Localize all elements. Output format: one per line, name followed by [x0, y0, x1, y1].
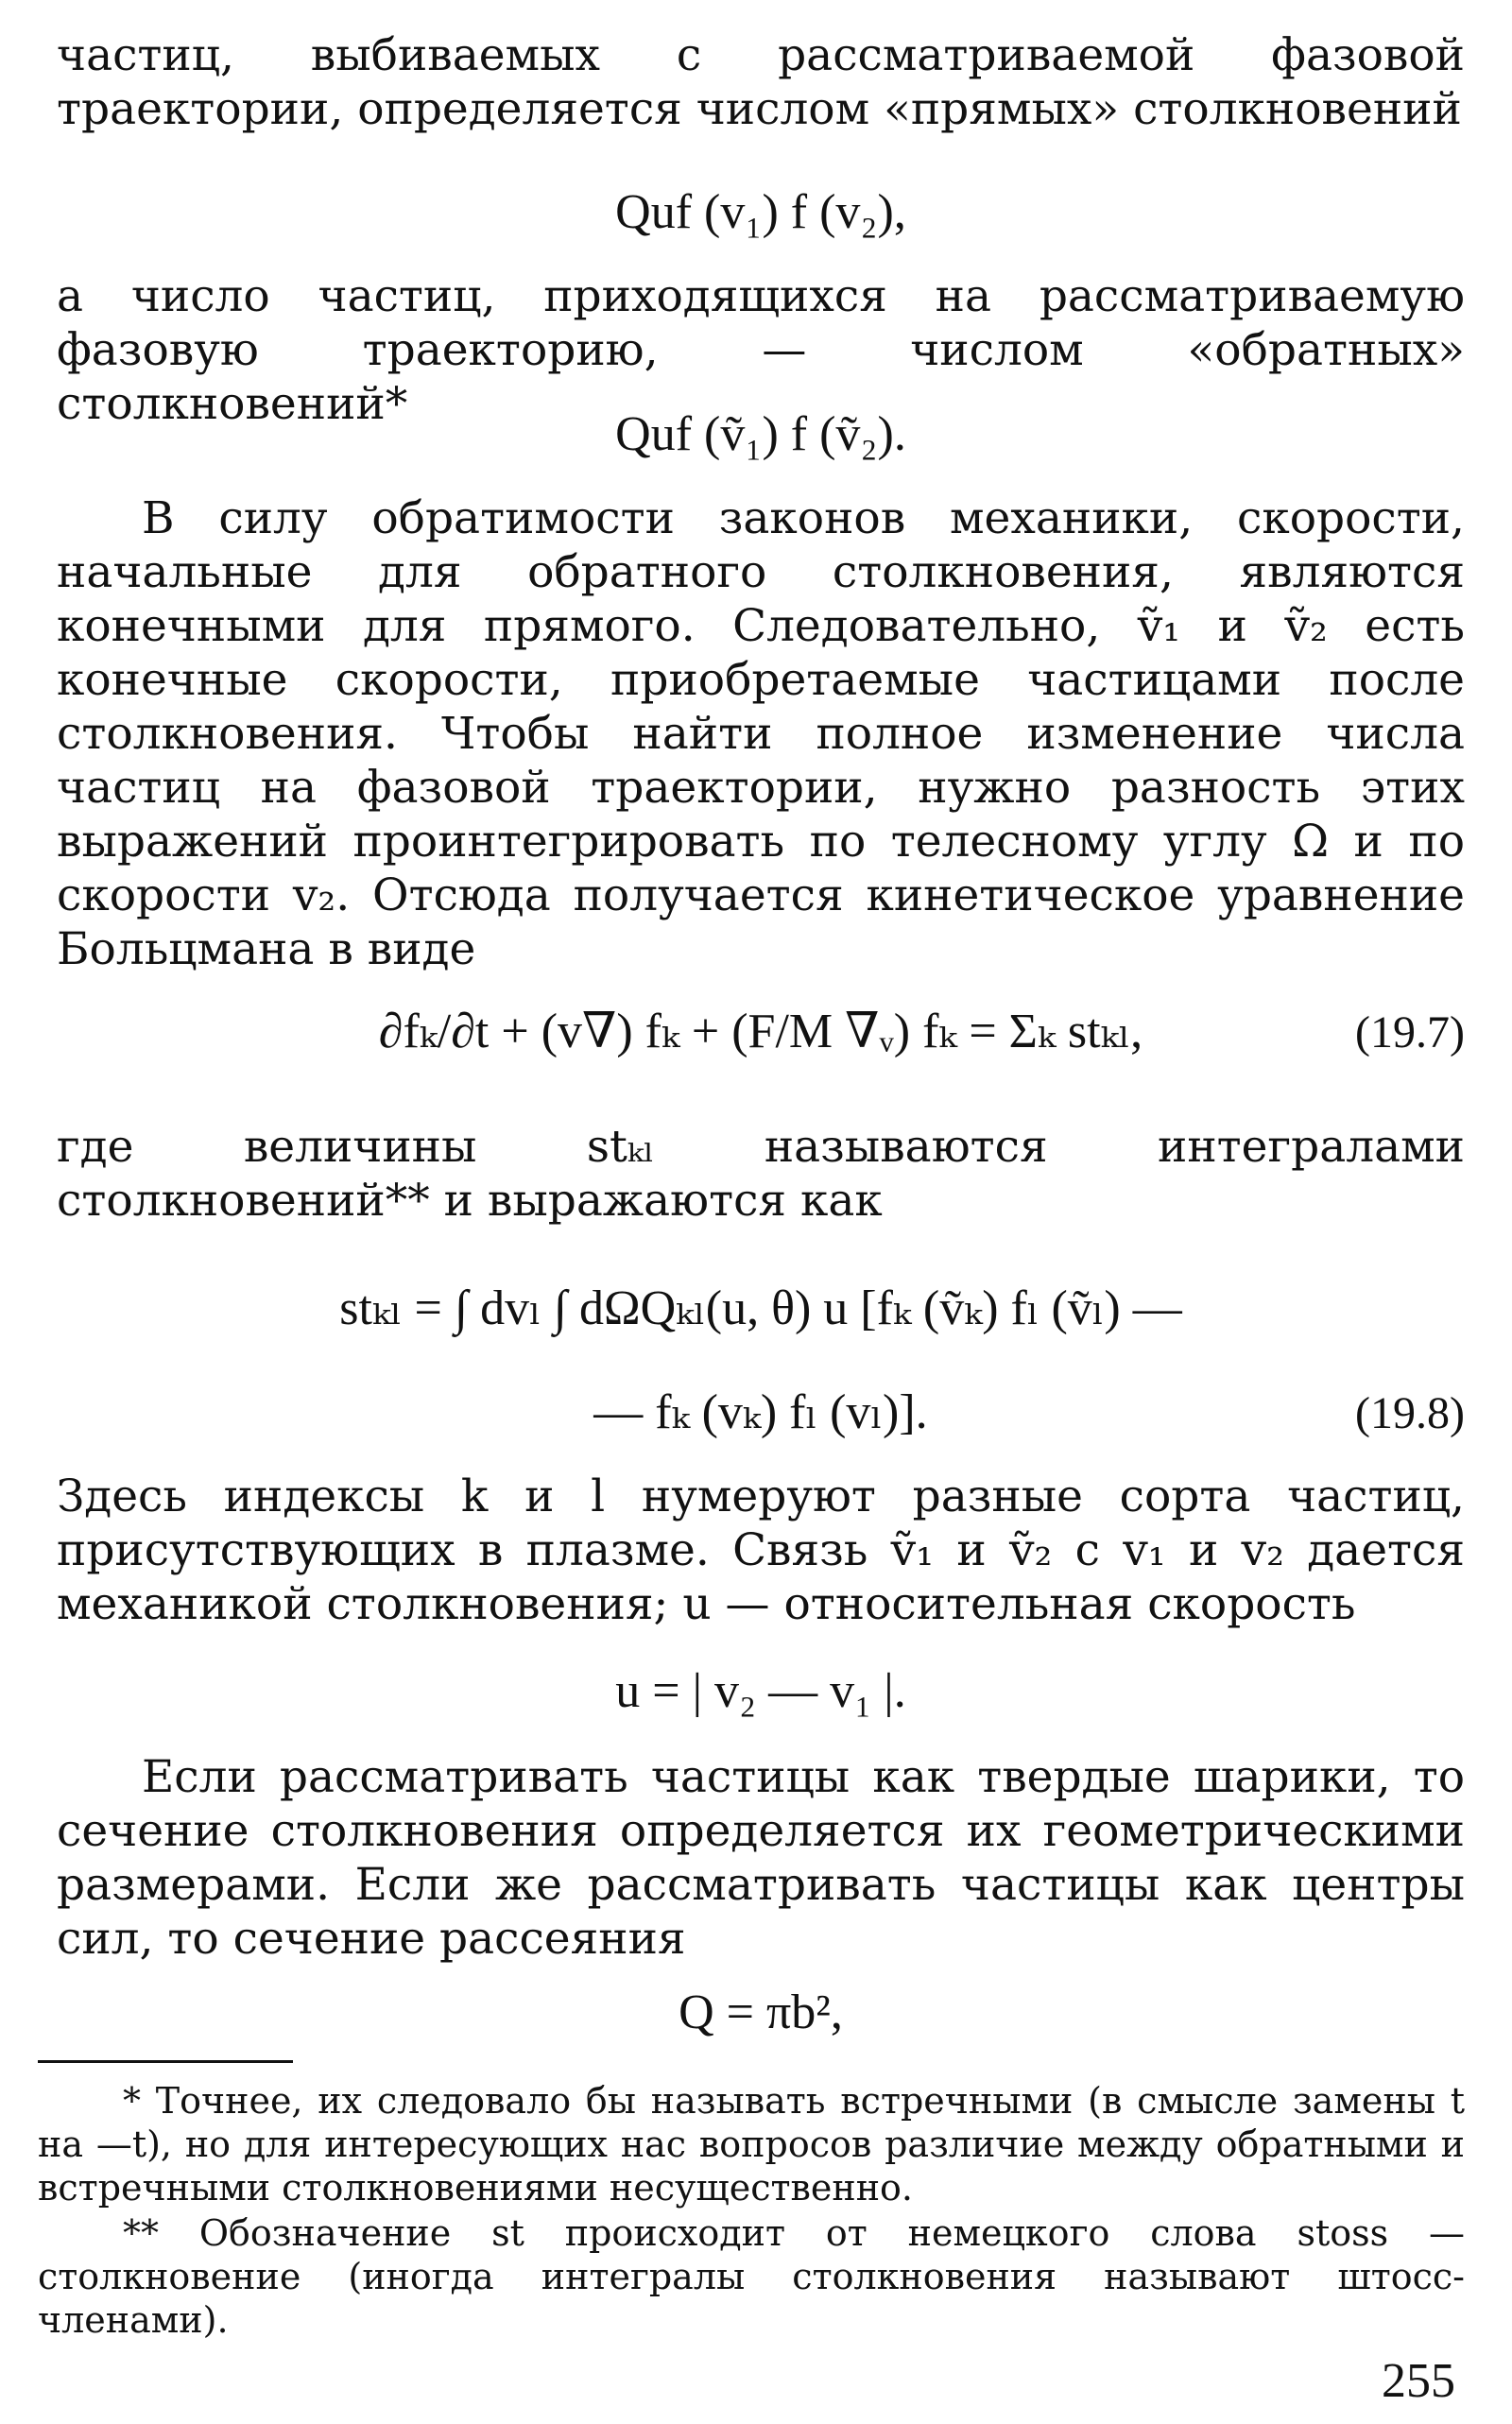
equation-direct-collisions: Quf (v₁) f (v₂),: [615, 185, 906, 239]
equation-relative-velocity: u = | v₂ — v₁ |.: [615, 1664, 906, 1718]
equation-number-19-8: (19.8): [1355, 1388, 1465, 1438]
page-number: 255: [1382, 2354, 1455, 2408]
footnote-1: * Точнее, их следовало бы называть встречными (в смысле замены t на —t), но для интересующих нас вопросов различие между обратными и встречными столкновениями несущественно.: [38, 2080, 1465, 2209]
equation-boltzmann: ∂fₖ/∂t + (v∇) fₖ + (F/M ∇ᵥ) fₖ = Σₖ stₖₗ,: [378, 1005, 1143, 1058]
paragraph-4: где величины stₖₗ называются интегралами столкновений** и выражаются как: [57, 1121, 1465, 1227]
equation-inverse-collisions: Quf (ṽ₁) f (ṽ₂).: [615, 407, 906, 461]
equation-number-19-7: (19.7): [1355, 1007, 1465, 1057]
paragraph-6: Если рассматривать частицы как твердые шарики, то сечение столкновения определяется их геометрическими размерами. Если же рассматривать частицы как центры сил, то сечение рассеяния: [57, 1751, 1465, 1965]
paragraph-1: частиц, выбиваемых с рассматриваемой фазовой траектории, определяется числом «прямых» столкновений: [57, 29, 1465, 135]
footnote-2: ** Обозначение st происходит от немецкого слова stoss — столкновение (иногда интегралы столкновения называют штосс-членами).: [38, 2212, 1465, 2341]
equation-collision-integral-line-1: stₖₗ = ∫ dvₗ ∫ dΩQₖₗ(u, θ) u [fₖ (ṽₖ) fₗ (ṽₗ) —: [339, 1281, 1182, 1335]
equation-collision-integral-line-2: — fₖ (vₖ) fₗ (vₗ)].: [593, 1385, 928, 1439]
footnote-divider: [38, 2060, 293, 2063]
paragraph-5: Здесь индексы k и l нумеруют разные сорта частиц, присутствующих в плазме. Связь ṽ₁ и ṽ₂ с v₁ и v₂ дается механикой столкновения; u — относительная скорость: [57, 1470, 1465, 1630]
equation-cross-section: Q = πb²,: [679, 1986, 843, 2039]
paragraph-3: В силу обратимости законов механики, скорости, начальные для обратного столкновения, являются конечными для прямого. Следовательно, ṽ₁ и ṽ₂ есть конечные скорости, приобретаемые частицами после столкновения. Чтобы найти полное изменение числа частиц на фазовой траектории, нужно разность этих выражений проинтегрировать по телесному углу Ω и по скорости v₂. Отсюда получается кинетическое уравнение Больцмана в виде: [57, 492, 1465, 975]
paragraph-2: а число частиц, приходящихся на рассматриваемую фазовую траекторию, — числом «обратных» столкновений*: [57, 270, 1465, 430]
